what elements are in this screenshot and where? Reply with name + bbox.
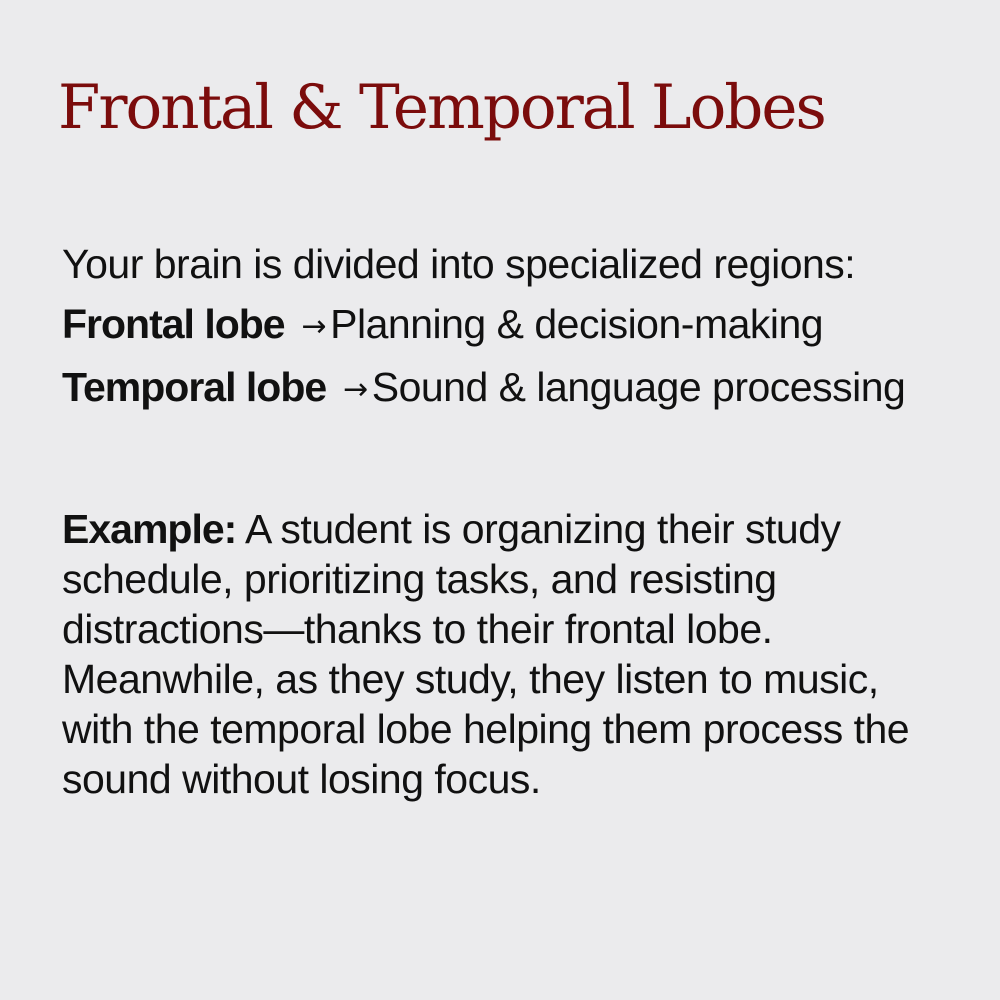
lobe-term: Temporal lobe: [62, 364, 327, 410]
page-title: Frontal & Temporal Lobes: [58, 72, 825, 143]
lobe-description: Sound & language processing: [371, 364, 906, 410]
example-paragraph: [62, 504, 942, 804]
lobe-item-temporal: [62, 357, 962, 420]
intro-lead: Your brain is divided into specialized regions:: [62, 241, 856, 287]
lobe-item-frontal: [62, 294, 962, 357]
arrow-right-icon: →: [343, 372, 368, 407]
example-label: Example:: [62, 506, 237, 552]
intro-section: [62, 234, 962, 420]
lobe-description: Planning & decision-making: [330, 301, 824, 347]
lobe-term: Frontal lobe: [62, 301, 285, 347]
example-text: A student is organizing their study schedule, prioritizing tasks, and resisting distractions—thanks to their frontal lobe. Meanwhile, as they study, they listen to music, with the temporal lobe helping them process the sound without losing focus.: [62, 506, 910, 802]
arrow-right-icon: →: [301, 309, 327, 344]
